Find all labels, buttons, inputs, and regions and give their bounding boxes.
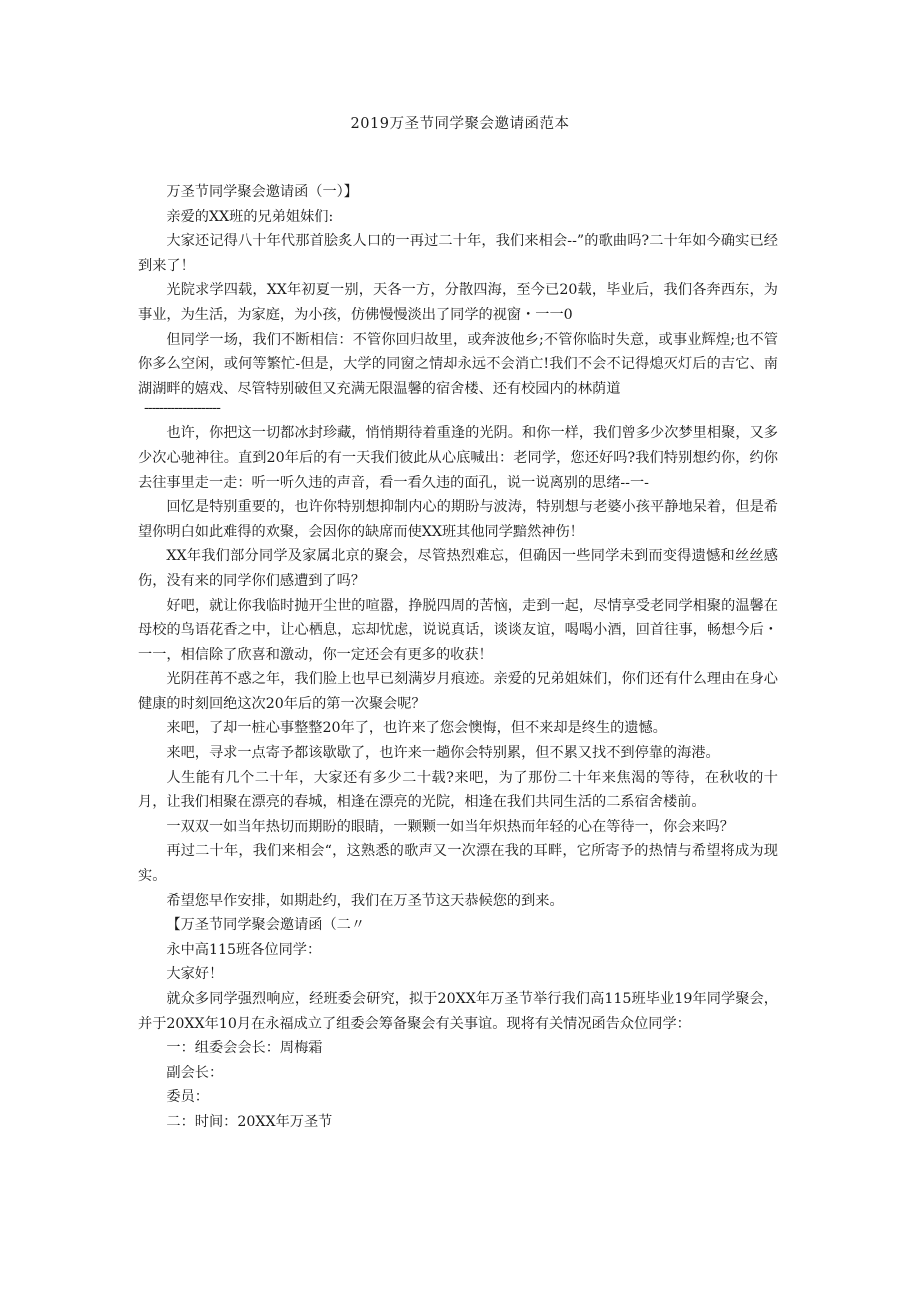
paragraph: 副会长： [166, 1064, 224, 1081]
paragraph: 亲爱的XX班的兄弟姐妹们: [166, 208, 334, 225]
dash-separator: -------------------- [144, 401, 220, 417]
document-body [138, 180, 778, 1135]
paragraph: 光阴荏苒不惑之年，我们脸上也早已刻满岁月痕迹。亲爱的兄弟姐妹们，你们还有什么理由在身心健康的时刻回绝这次20年后的第一次聚会呢？ [138, 671, 778, 712]
paragraph: 二：时间：20XX年万圣节 [166, 1113, 333, 1130]
paragraph: 一双双一如当年热切而期盼的眼睛，一颗颗一如当年炽热而年轻的心在等待一，你会来吗？ [166, 818, 734, 835]
paragraph: 光院求学四载，XX年初夏一别，天各一方，分散四海，至今已20载，毕业后，我们各奔西东，为事业，为生活，为家庭，为小孩，仿佛慢慢淡出了同学的视窗・一一0 [138, 282, 778, 323]
paragraph: 一：组委会会长：周梅霜 [166, 1040, 323, 1057]
paragraph: 大家好！ [166, 966, 224, 983]
paragraph: 再过二十年，我们来相会“，这熟悉的歌声又一次漂在我的耳畔，它所寄予的热情与希望将成为现实。 [138, 843, 778, 885]
paragraph: 好吧，就让你我临时抛开尘世的喧嚣，挣脱四周的苦恼，走到一起，尽情享受老同学相聚的温馨在母校的鸟语花香之中，让心栖息，忘却忧虑，说说真话，谈谈友谊，喝喝小酒，回首往事，畅想今后・一一，相信除了欣喜和激动，你一定还会有更多的收获！ [138, 597, 778, 663]
paragraph: 来吧，寻求一点寄予都该歇歇了，也许来一趟你会特别累，但不累又找不到停靠的海港。 [166, 745, 720, 762]
paragraph: 永中高115班各位同学： [166, 941, 322, 958]
document-title: 2019万圣节同学聚会邀请函范本 [350, 116, 570, 132]
paragraph: 委员： [166, 1089, 209, 1106]
paragraph: 来吧，了却一桩心事整整20年了，也许来了您会懊悔，但不来却是终生的遗憾。 [166, 720, 667, 737]
paragraph: 就众多同学强烈响应，经班委会研究，拟于20XX年万圣节举行我们高115班毕业19年同学聚会，并于20XX年10月在永福成立了组委会筹备聚会有关事谊。现将有关情况函告众位同学： [138, 991, 778, 1032]
section-heading: 【万圣节同学聚会邀请函（二〃 [166, 917, 366, 934]
paragraph: 万圣节同学聚会邀请函（一）】 [166, 184, 358, 200]
paragraph: 希望您早作安排，如期赴约，我们在万圣节这天恭候您的到来。 [166, 892, 564, 909]
paragraph: 但同学一场，我们不断相信：不管你回归故里，或奔波他乡;不管你临时失意，或事业辉煌;也不管你多么空闲，或何等繁忙-但是，大学的同窗之情却永远不会消亡!我们不会不记得熄灭灯后的吉它、南湖湖畔的嬉戏、尽管特别破但又充满无限温馨的宿舍楼、还有校园内的林荫道 [138, 331, 778, 397]
paragraph: 人生能有几个二十年，大家还有多少二十载?来吧，为了那份二十年来焦渴的等待，在秋收的十月，让我们相聚在漂亮的春城，相逢在漂亮的光院，相逢在我们共同生活的二系宿舍楼前。 [138, 769, 778, 811]
paragraph: 也许，你把这一切都冰封珍藏，悄悄期待着重逢的光阴。和你一样，我们曾多少次梦里相聚，又多少次心驰神往。直到20年后的有一天我们彼此从心底喊出：老同学，您还好吗?我们特别想约你，约你去往事里走一走：听一听久违的声音，看一看久违的面孔，说一说离别的思绪--一- [138, 425, 778, 491]
paragraph: XX年我们部分同学及家属北京的聚会，尽管热烈难忘，但确因一些同学未到而变得遗憾和丝丝感伤，没有来的同学你们感遭到了吗？ [138, 548, 778, 589]
paragraph: 回忆是特别重要的，也许你特别想抑制内心的期盼与波涛，特别想与老婆小孩平静地呆着，但是希望你明白如此难得的欢聚，会因你的缺席而使XX班其他同学黯然神伤！ [138, 499, 778, 540]
paragraph: 大家还记得八十年代那首脍炙人口的一再过二十年，我们来相会--”的歌曲吗?二十年如今确实已经到来了！ [138, 233, 778, 274]
